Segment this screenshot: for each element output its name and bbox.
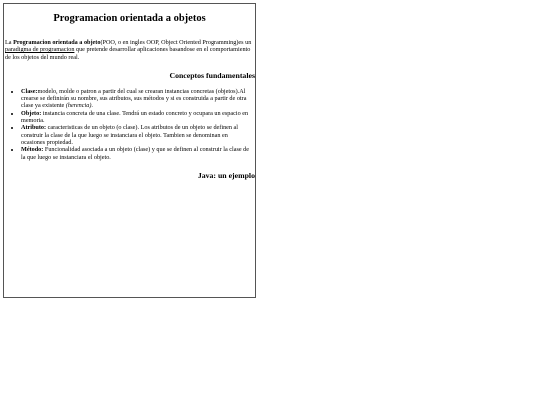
intro-suffix: que pretende desarrollar aplicaciones basandose en el comportamiento de los objetos del mundo real. — [5, 46, 251, 61]
list-item-atributo — [21, 124, 255, 146]
concept-term: Atributo: — [21, 124, 47, 132]
example-heading: Java: un ejemplo — [197, 170, 255, 180]
concept-term: Método: — [21, 146, 44, 154]
intro-term: Programacion orientada a objeto — [13, 39, 101, 46]
document-frame — [3, 3, 256, 298]
concept-term: Objeto: — [21, 109, 42, 117]
intro-prefix: La — [5, 39, 14, 46]
paradigm-link[interactable]: paradigma de programacion — [5, 46, 75, 54]
concepts-heading: Conceptos fundamentales — [169, 70, 255, 80]
list-item-objeto — [21, 110, 255, 125]
concept-text: instancia concreta de una clase. Tendrá un estado concreto y ocupara un espacio en memoria. — [21, 109, 249, 125]
concept-term: Clase: — [21, 87, 38, 95]
intro-middle: (POO, o en ingles OOP, Object Oriented Programming)es un — [100, 39, 252, 46]
concepts-list — [4, 88, 255, 161]
concept-text: Funcionalidad asociada a un objeto (clase) y que se definen al construir la clase de la que luego se instanciara el objeto. — [21, 146, 249, 161]
concept-text: modelo, molde o patron a partir del cual se crearan instancias concretas (objetos).Al crearse se definirán su nombre, sus atributos, sus métodos y si es construida a partir de otra clase ya existente — [21, 87, 247, 110]
concept-tail: . — [91, 102, 93, 110]
intro-paragraph — [4, 39, 255, 61]
concept-italic: (herencia) — [65, 102, 92, 110]
list-item-metodo — [21, 146, 255, 161]
concept-text: caracteristicas de un objeto (o clase). Los atributos de un objeto se definen al construir la clase de la que luego se instanciara el objeto. Tambien se denominan en ocasiones propiedad. — [21, 124, 239, 146]
page-title: Programacion orientada a objetos — [53, 13, 206, 24]
list-item-clase — [21, 88, 255, 110]
